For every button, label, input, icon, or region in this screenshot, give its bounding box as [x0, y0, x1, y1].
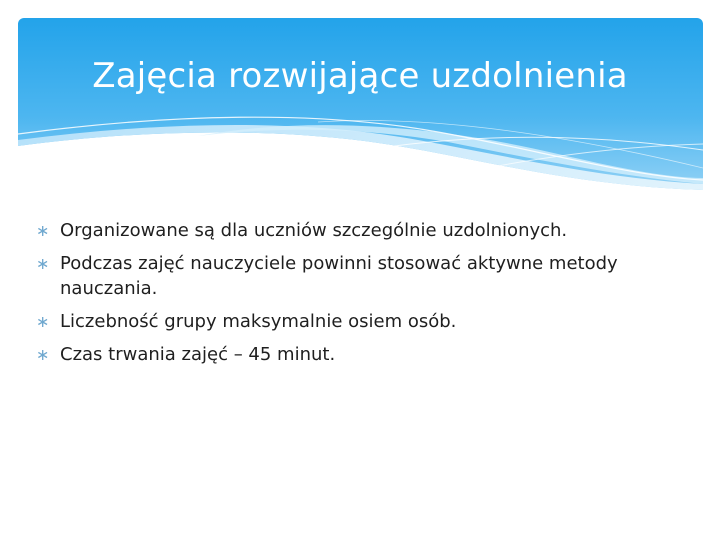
bullet-list — [36, 218, 686, 375]
asterisk-icon: ∗ — [36, 221, 50, 240]
list-item — [36, 218, 686, 243]
asterisk-icon: ∗ — [36, 345, 50, 364]
list-item-text: Organizowane są dla uczniów szczególnie uzdolnionych. — [60, 220, 568, 241]
header-wave-graphic — [18, 18, 703, 198]
asterisk-icon: ∗ — [36, 312, 50, 331]
list-item-text: Czas trwania zajęć – 45 minut. — [60, 344, 336, 365]
list-item-text: Podczas zajęć nauczyciele powinni stosować aktywne metody nauczania. — [60, 253, 618, 299]
list-item — [36, 342, 686, 367]
slide-title: Zajęcia rozwijające uzdolnienia — [92, 56, 628, 96]
list-item — [36, 309, 686, 334]
list-item-text: Liczebność grupy maksymalnie osiem osób. — [60, 311, 457, 332]
header-band — [18, 18, 703, 198]
list-item — [36, 251, 686, 301]
asterisk-icon: ∗ — [36, 254, 50, 273]
